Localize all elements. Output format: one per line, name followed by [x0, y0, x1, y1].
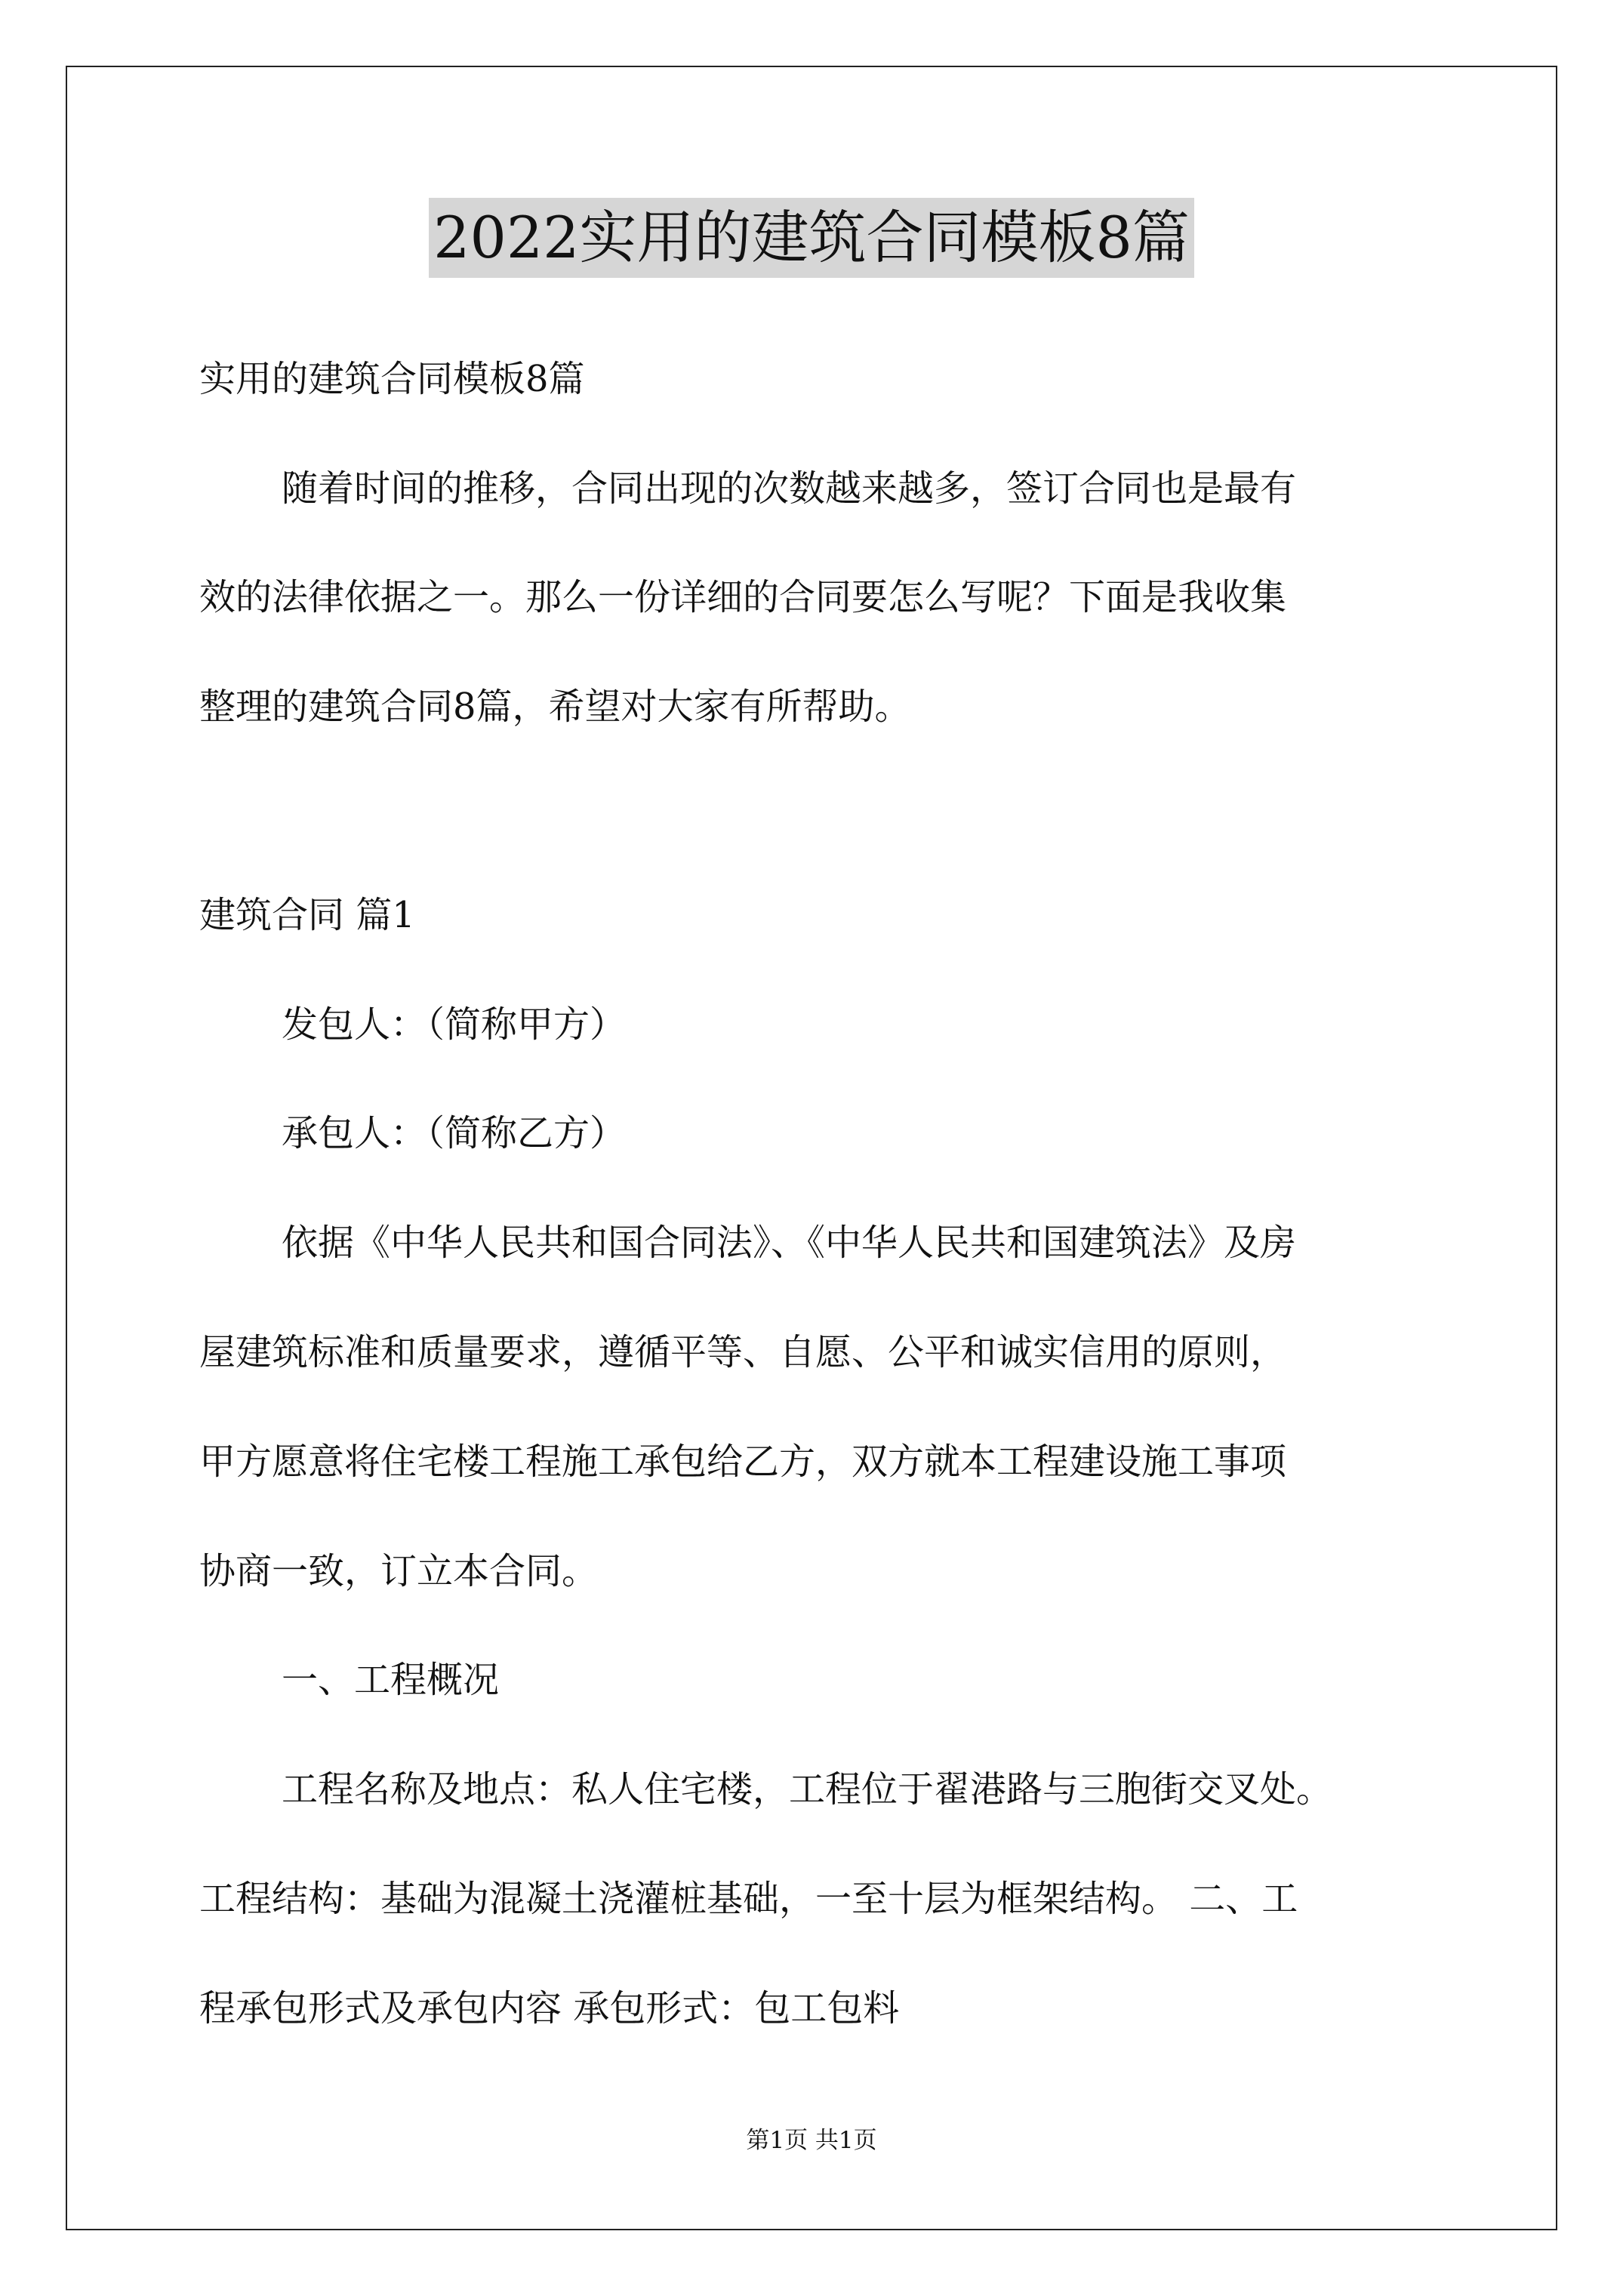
subtitle: 实用的建筑合同模板8篇 — [199, 358, 585, 400]
page-number: 第1页 共1页 — [746, 2127, 877, 2154]
clause-1-line-2: 工程结构：基础为混凝土浇灌桩基础，一至十层为框架结构。 二、工 — [199, 1878, 1298, 1920]
basis-line-1: 依据《中华人民共和国合同法》、《中华人民共和国建筑法》及房 — [282, 1222, 1297, 1264]
basis-line-3: 甲方愿意将住宅楼工程施工承包给乙方，双方就本工程建设施工事项 — [199, 1441, 1287, 1483]
basis-line-4: 协商一致，订立本合同。 — [199, 1550, 599, 1592]
intro-line-1: 随着时间的推移，合同出现的次数越来越多，签订合同也是最有 — [282, 467, 1297, 510]
party-a: 发包人：（简称甲方） — [282, 1003, 627, 1046]
intro-line-3: 整理的建筑合同8篇，希望对大家有所帮助。 — [199, 686, 911, 728]
basis-line-2: 屋建筑标准和质量要求，遵循平等、自愿、公平和诚实信用的原则， — [199, 1331, 1287, 1373]
section-heading: 建筑合同 篇1 — [199, 894, 415, 936]
clause-1-heading: 一、工程概况 — [282, 1659, 500, 1701]
clause-1-line-3: 程承包形式及承包内容 承包形式：包工包料 — [199, 1987, 900, 2029]
document-title: 2022实用的建筑合同模板8篇 — [429, 198, 1194, 278]
title-container — [0, 198, 1623, 278]
party-b: 承包人：（简称乙方） — [282, 1112, 627, 1154]
intro-line-2: 效的法律依据之一。那么一份详细的合同要怎么写呢？下面是我收集 — [199, 576, 1287, 618]
clause-1-line-1: 工程名称及地点：私人住宅楼，工程位于翟港路与三胞街交叉处。 — [282, 1768, 1333, 1811]
